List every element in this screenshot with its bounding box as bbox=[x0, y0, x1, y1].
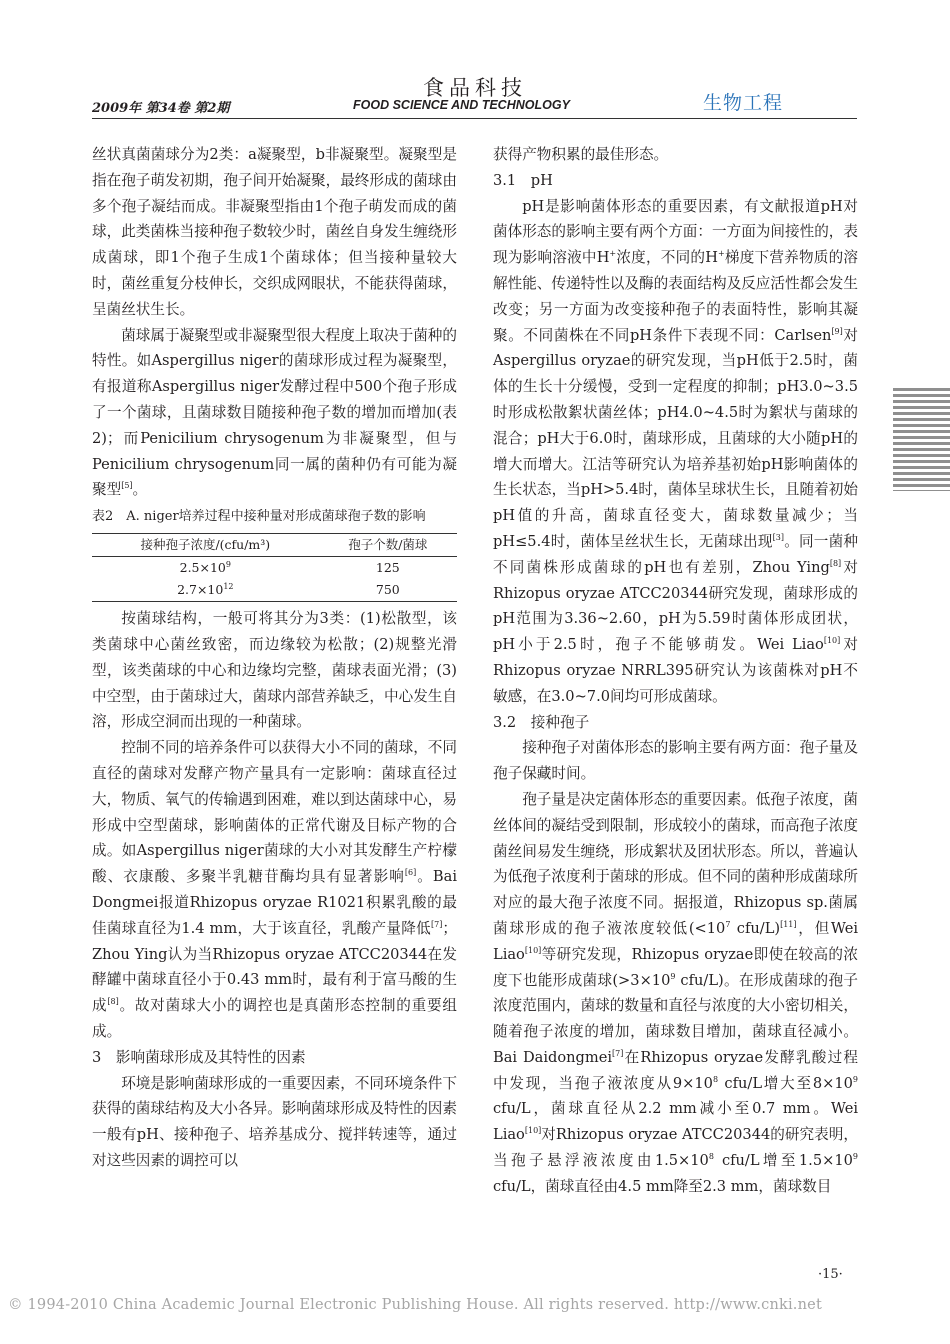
right-column bbox=[493, 142, 858, 1200]
table-cell: $2.5\times 10^9$ bbox=[179, 560, 231, 576]
table-row bbox=[92, 557, 457, 580]
citation: [8] bbox=[107, 997, 119, 1007]
citation: [7] bbox=[431, 919, 443, 929]
citation: [8] bbox=[829, 558, 842, 568]
copyright-footer: © 1994-2010 China Academic Journal Electronic Publishing House. All rights reserved. http://www.cnki.net bbox=[8, 1297, 822, 1313]
table-cell: 750 bbox=[375, 582, 400, 598]
header-rule bbox=[92, 118, 857, 119]
journal-title-cn: 食品科技 bbox=[423, 76, 527, 100]
paragraph: pH是影响菌体形态的重要因素，有文献报道pH对菌体形态的影响主要有两个方面：一方面为间接性的，表现为影响溶液中H+浓度，不同的H+梯度下营养物质的溶解性能、传递特性以及酶的表面结构及反应活性都会发生改变；另一方面为改变接种孢子的表面特性，影响其凝聚。不同菌株在不同pH条件下表现不同：Carlsen[9]对Aspergillus oryzae的研究发现，当pH低于2.5时，菌体的生长十分缓慢，受到一定程度的抑制；pH3.0~3.5时形成松散絮状菌丝体；pH4.0~4.5时为絮状与菌球的混合；pH大于6.0时，菌球形成，且菌球的大小随pH的增大而增大。江洁等研究认为培养基初始pH影响菌体的生长状态，当pH>5.4时，菌体呈球状生长，且随着初始pH值的升高，菌球直径变大，菌球数量减少；当pH≤5.4时，菌体呈丝状生长，无菌球出现[3]。同一菌种不同菌株形成菌球的pH也有差别，Zhou Ying[8]对Rhizopus oryzae ATCC20344研究发现，菌球形成的pH范围为3.36~2.60，pH为5.59时菌体形成团状，pH小于2.5时，孢子不能够萌发。Wei Liao[10]对Rhizopus oryzae NRRL395研究认为该菌株对pH不敏感，在3.0~7.0间均可形成菌球。 bbox=[493, 197, 858, 705]
paragraph: 孢子量是决定菌体形态的重要因素。低孢子浓度，菌丝体间的凝结受到限制，形成较小的菌球，而高孢子浓度菌丝间易发生缠绕，形成絮状及团状形态。所以，普遍认为低孢子浓度利于菌球的形成。但不同的菌种形成菌球所对应的最大孢子浓度不同。据报道，Rhizopus sp.菌属菌球形成的孢子液浓度较低($<10^7$ cfu/L)[11]，但Wei Liao[10]等研究发现，Rhizopus oryzae即使在较高的浓度下也能形成菌球($>3\times 10^9$ cfu/L)。在形成菌球的孢子浓度范围内，菌球的数量和直径与浓度的大小密切相关，随着孢子浓度的增加，菌球数目增加，菌球直径减小。Bai Daidongmei[7]在Rhizopus oryzae发酵乳酸过程中发现，当孢子液浓度从$9\times 10^8$ cfu/L增大至$8\times 10^9$ cfu/L，菌球直径从2.2 mm减小至0.7 mm。Wei Liao[10]对Rhizopus oryzae ATCC20344的研究表明，当孢子悬浮液浓度由$1.5\times 10^8$ cfu/L增至$1.5\times 10^9$ cfu/L，菌球直径由4.5 mm降至2.3 mm，菌球数目 bbox=[493, 790, 859, 1195]
section-heading: 3.1 pH bbox=[493, 171, 553, 189]
table-row bbox=[92, 579, 457, 602]
citation: [5] bbox=[121, 481, 133, 491]
table-caption: 表2 A. niger培养过程中接种量对形成菌球孢子数的影响 bbox=[92, 509, 426, 525]
section-heading: 3 影响菌球形成及其特性的因素 bbox=[92, 1048, 306, 1066]
table-cell: 125 bbox=[375, 560, 400, 576]
citation: [10] bbox=[823, 636, 841, 646]
citation: [10] bbox=[524, 945, 542, 955]
paragraph: 按菌球结构，一般可将其分为3类：(1)松散型，该类菌球中心菌丝致密，而边缘较为松散；(2)规整光滑型，该类菌球的中心和边缘均完整，菌球表面光滑；(3)中空型，由于菌球过大，菌球内部营养缺乏，中心发生自溶，形成空洞而出现的一种菌球。 bbox=[92, 610, 457, 731]
paragraph: 获得产物积累的最佳形态。 bbox=[493, 146, 669, 163]
paragraph: 丝状真菌菌球分为2类：a凝聚型，b非凝聚型。凝聚型是指在孢子萌发初期，孢子间开始凝聚，最终形成的菌球由多个孢子凝结而成。非凝聚型指由1个孢子萌发而成的菌球，此类菌株当接种孢子数较少时，菌丝自身发生缠绕形成菌球，即1个孢子生成1个菌球体；但当接种量较大时，菌丝重复分枝伸长，交织成网眼状，不能获得菌球，呈菌丝状生长。 bbox=[92, 146, 457, 318]
citation: [9] bbox=[831, 326, 843, 336]
section-label: 生物工程 bbox=[703, 92, 784, 114]
page-edge-marker bbox=[893, 388, 950, 491]
journal-title-en: FOOD SCIENCE AND TECHNOLOGY bbox=[353, 98, 570, 112]
data-table bbox=[92, 533, 457, 602]
citation: [6] bbox=[404, 868, 417, 878]
citation: [10] bbox=[524, 1126, 542, 1136]
left-column bbox=[92, 142, 457, 1174]
paragraph: 接种孢子对菌体形态的影响主要有两方面：孢子量及孢子保藏时间。 bbox=[493, 739, 858, 783]
table-cell: $2.7\times 10^{12}$ bbox=[177, 582, 234, 598]
table-header-concentration: 接种孢子浓度/(cfu/m³) bbox=[140, 537, 271, 553]
section-heading: 3.2 接种孢子 bbox=[493, 713, 590, 731]
paragraph: 环境是影响菌球形成的一重要因素，不同环境条件下获得的菌球结构及大小各异。影响菌球形成及特性的因素一般有pH、接种孢子、培养基成分、搅拌转速等，通过对这些因素的调控可以 bbox=[92, 1074, 457, 1169]
paragraph: 菌球属于凝聚型或非凝聚型很大程度上取决于菌种的特性。如Aspergillus niger的菌球形成过程为凝聚型，有报道称Aspergillus niger发酵过程中500个孢子形成了一个菌球，且菌球数目随接种孢子数的增加而增加(表2)；而Penicilium chrysogenum为非凝聚型，但与Penicilium chrysogenum同一属的菌种仍有可能为凝聚型[5]。 bbox=[92, 326, 457, 499]
citation: [7] bbox=[612, 1049, 624, 1059]
issue-info: 2009年 第34卷 第2期 bbox=[92, 101, 230, 116]
citation: [3] bbox=[772, 533, 784, 543]
paragraph: 控制不同的培养条件可以获得大小不同的菌球，不同直径的菌球对发酵产物产量具有一定影响：菌球直径过大，物质、氧气的传输遇到困难，难以到达菌球中心，易形成中空型菌球，影响菌体的正常代谢及目标产物的合成。如Aspergillus niger菌球的大小对其发酵生产柠檬酸、衣康酸、多聚半乳糖苷酶均具有显著影响[6]。Bai Dongmei报道Rhizopus oryzae R1021积累乳酸的最佳菌球直径为1.4 mm，大于该直径，乳酸产量降低[7]；Zhou Ying认为当Rhizopus oryzae ATCC20344在发酵罐中菌球直径小于0.43 mm时，最有利于富马酸的生成[8]。故对菌球大小的调控也是真菌形态控制的重要组成。 bbox=[92, 739, 457, 1040]
page-number: ·15· bbox=[818, 1267, 843, 1282]
citation: [11] bbox=[780, 920, 797, 930]
table-header-spore-count: 孢子个数/菌球 bbox=[348, 537, 428, 553]
